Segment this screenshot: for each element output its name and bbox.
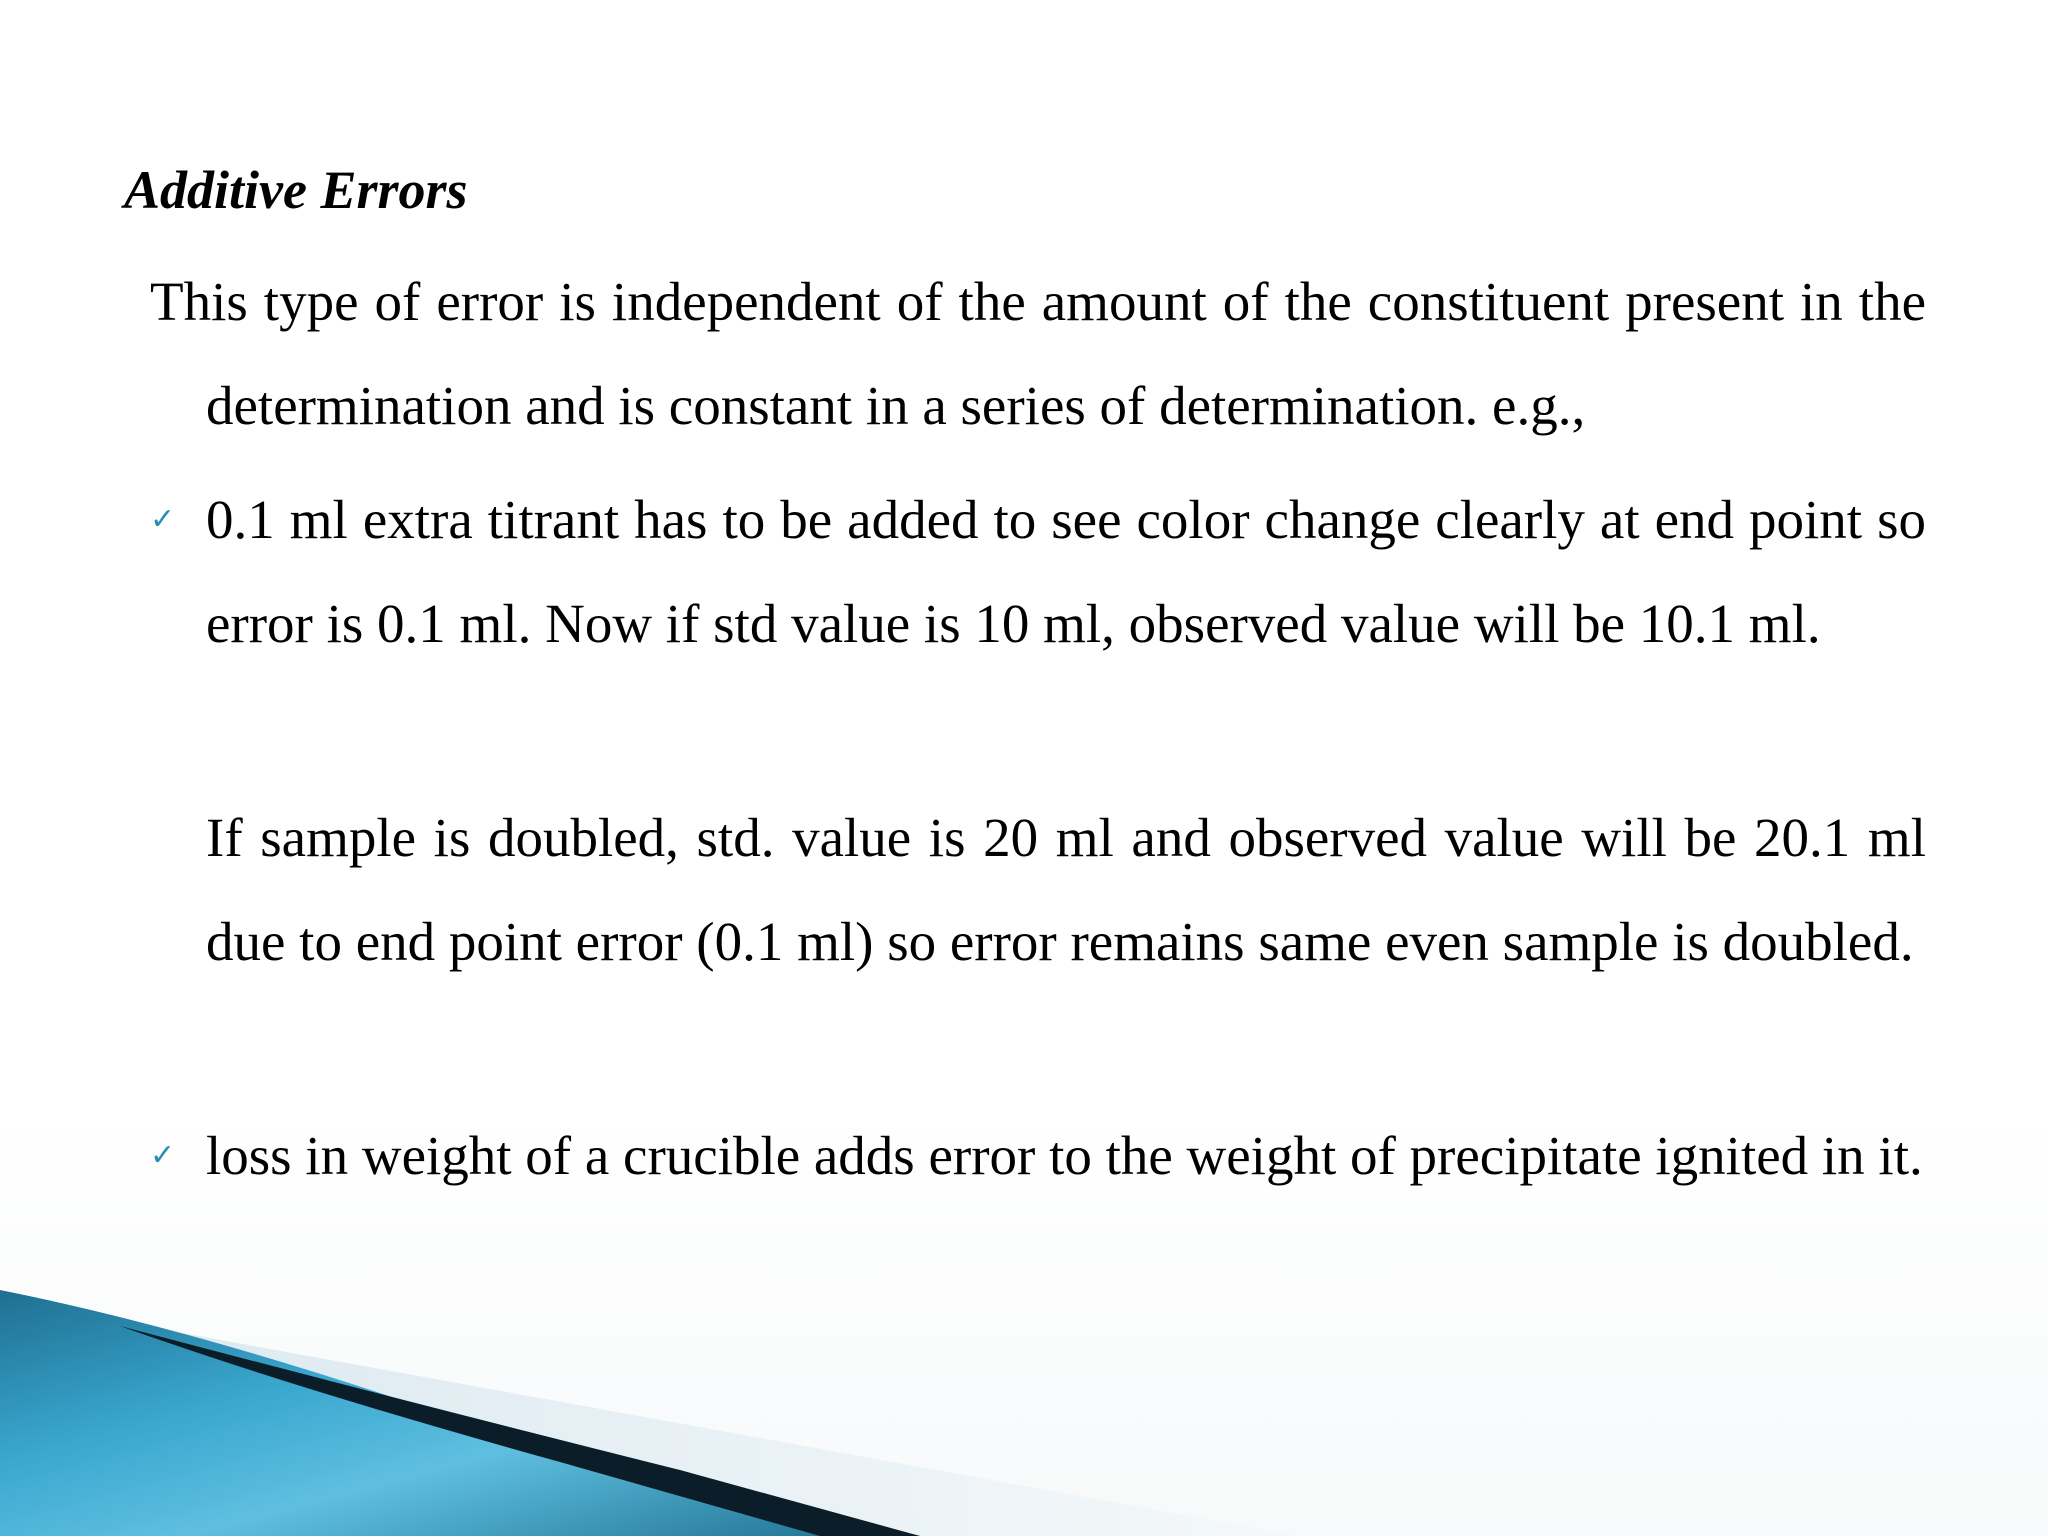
bullet-text: loss in weight of a crucible adds error to the weight of precipitate ignited in it. — [206, 1125, 1923, 1186]
slide-heading: Additive Errors — [124, 160, 468, 220]
checkmark-icon: ✓ — [150, 502, 176, 537]
intro-paragraph: This type of error is independent of the amount of the constituent present in the determination and is constant in a series of determination. e.g., — [150, 271, 1926, 436]
bullet-text: 0.1 ml extra titrant has to be added to see color change clearly at end point so error is 0.1 ml. Now if std value is 10 ml, observed value will be 10.1 ml. — [206, 489, 1926, 654]
checkmark-icon: ✓ — [150, 1138, 176, 1173]
sub-paragraph: If sample is doubled, std. value is 20 ml and observed value will be 20.1 ml due to end point error (0.1 ml) so error remains same even sample is doubled. — [206, 807, 1926, 972]
